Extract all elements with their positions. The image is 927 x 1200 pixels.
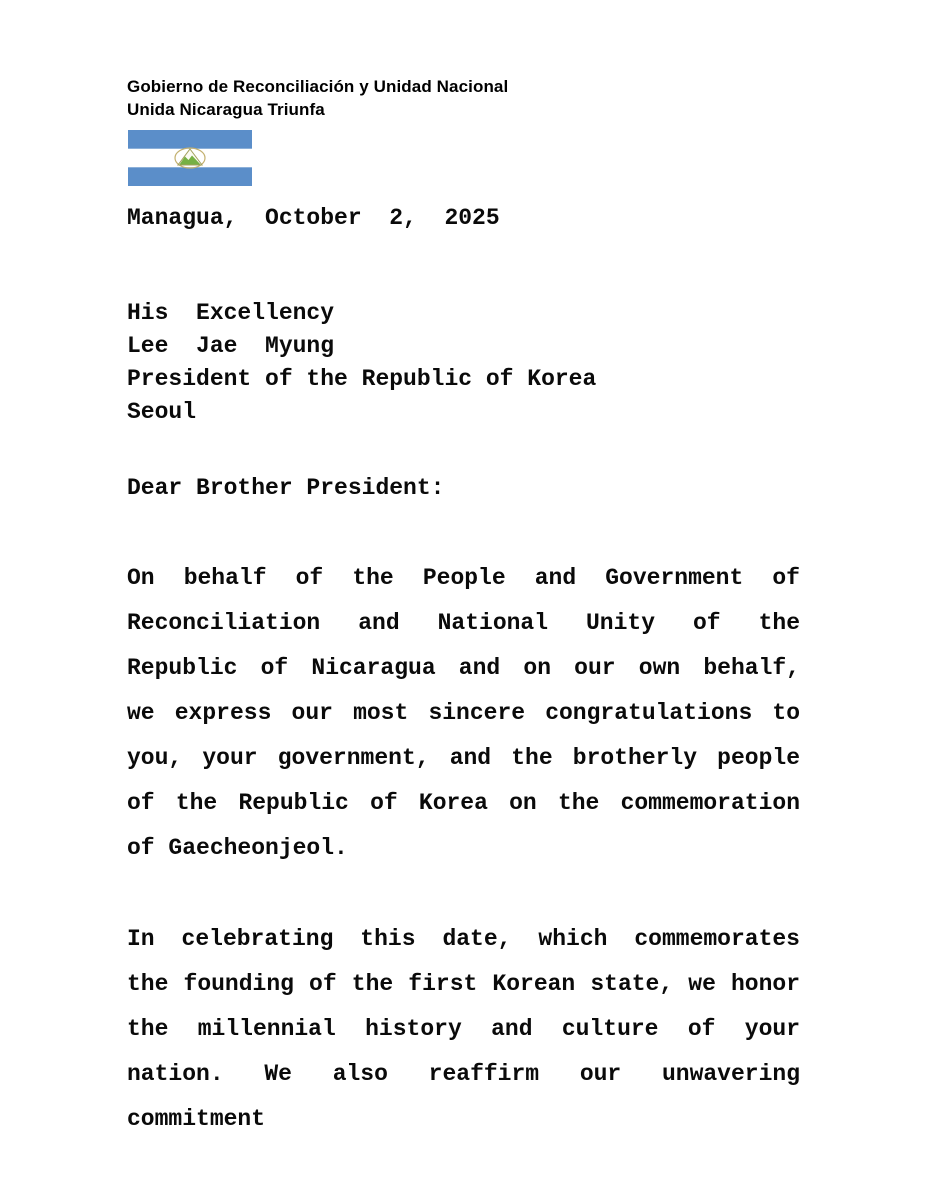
paragraph-line: of Gaecheonjeol. <box>127 835 348 861</box>
paragraph-line: the founding of the first Korean state, we honor <box>127 971 800 997</box>
recipient-line: Seoul <box>127 399 197 425</box>
recipient-line: Lee Jae Myung <box>127 333 335 359</box>
paragraph <box>127 556 800 871</box>
letter-body <box>127 556 800 1142</box>
nicaragua-flag <box>128 130 252 186</box>
paragraph-line: nation. We also reaffirm our unwavering commitment <box>127 1061 800 1132</box>
paragraph-line: In celebrating this date, which commemorates <box>127 926 800 952</box>
recipient-line: President of the Republic of Korea <box>127 366 597 392</box>
recipient-block <box>127 297 596 429</box>
paragraph-line: the millennial history and culture of your <box>127 1016 800 1042</box>
paragraph <box>127 917 800 1142</box>
paragraph-line: Reconciliation and National Unity of the <box>127 610 800 636</box>
paragraph-line: Republic of Nicaragua and on our own behalf, <box>127 655 800 681</box>
flag-top-blue-stripe <box>128 130 252 149</box>
paragraph-line: you, your government, and the brotherly people <box>127 745 800 771</box>
paragraph-line: of the Republic of Korea on the commemoration <box>127 790 800 816</box>
letterhead <box>127 75 508 121</box>
salutation: Dear Brother President: <box>127 475 445 501</box>
paragraph-line: On behalf of the People and Government of <box>127 565 800 591</box>
flag-bottom-blue-stripe <box>128 167 252 186</box>
letterhead-line1: Gobierno de Reconciliación y Unidad Nacional <box>127 77 509 96</box>
dateline: Managua, October 2, 2025 <box>127 205 500 231</box>
recipient-line: His Excellency <box>127 300 335 326</box>
nicaragua-flag-image <box>128 130 252 186</box>
paragraph-line: we express our most sincere congratulations to <box>127 700 800 726</box>
letterhead-line2: Unida Nicaragua Triunfa <box>127 100 325 119</box>
